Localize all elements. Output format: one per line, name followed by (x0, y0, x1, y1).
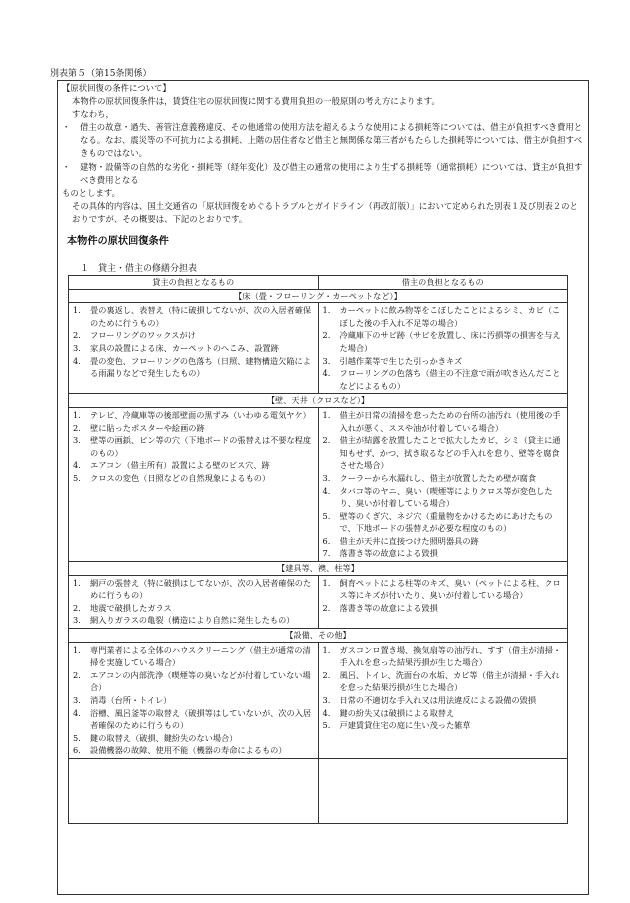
item-text: 畳の裏返し、表替え（特に破損してないが、次の入居者確保のために行うもの） (90, 305, 312, 328)
item-text: 消毒（台所・トイレ） (90, 695, 172, 705)
category-title: 【壁、天井（クロスなど）】 (69, 394, 568, 408)
burden-item (323, 329, 564, 354)
blank-cell (318, 758, 568, 823)
item-number: 4. (73, 355, 81, 366)
burden-item (73, 694, 314, 707)
intro-heading: 【原状回復の条件について】 (62, 83, 171, 93)
burden-item (323, 434, 564, 472)
burden-item (323, 510, 564, 535)
item-number: 6. (73, 745, 81, 756)
landlord-burden-cell (69, 642, 319, 758)
item-text: 地震で破損したガラス (90, 602, 172, 613)
item-number: 2. (322, 602, 331, 613)
item-number: 3. (73, 342, 81, 353)
item-text: 網戸の張替え（特に破損はしてないが、次の入居者確保のために行うもの） (90, 577, 312, 601)
table-blank-row (69, 758, 568, 823)
item-text: タバコ等のヤニ、臭い（喫煙等によりクロス等が変色したり、臭いが付着している場合） (339, 485, 553, 509)
item-number: 6. (322, 535, 331, 546)
item-number: 4. (73, 707, 81, 718)
item-text: テレビ、冷蔵庫等の後部壁面の黒ずみ（いわゆる電気ヤケ） (90, 409, 311, 420)
item-number: 1. (73, 409, 81, 420)
item-text: 壁に貼ったポスターや絵画の跡 (90, 422, 205, 433)
item-text: ガスコンロ置き場、換気扇等の油汚れ、すす（借主が清掃・手入れを怠った結果汚損が生じた場合） (339, 644, 562, 668)
burden-item (323, 304, 564, 329)
bullet-mark: ・ (62, 161, 71, 172)
item-number: 2. (322, 330, 331, 341)
item-number: 4. (322, 368, 331, 379)
item-text: エアコンの内部洗浄（喫煙等の臭いなどが付着していない場合） (90, 669, 311, 693)
item-number: 3. (322, 695, 331, 705)
burden-item (323, 602, 564, 615)
item-number: 1. (322, 577, 331, 588)
item-text: 畳の変色、フローリングの色落ち（日照、建物構造欠陥による雨漏りなどで発生したもの） (90, 355, 311, 379)
item-number: 2. (73, 330, 81, 341)
intro-paragraph-4: その具体的内容は、国土交通省の「原状回復をめぐるトラブルとガイドライン（再改訂版）」において定められた別表１及び別表２のとおりですが、その概要は、下記のとおりです。 (72, 200, 578, 224)
item-number: 1. (322, 644, 331, 655)
landlord-burden-cell (69, 407, 319, 561)
item-text: 借主が日常の清掃を怠ったための台所の油汚れ（使用後の手入れが悪く、ススや油が付着している場合） (339, 409, 561, 433)
burden-item (323, 367, 564, 392)
item-number: 5. (73, 732, 81, 743)
burden-item (73, 472, 314, 485)
item-text: 日常の不適切な手入れ又は用法違反による設備の毀損 (339, 695, 537, 705)
item-text: 浴槽、風呂釜等の取替え（破損等はしていないが、次の入居者確保のために行うもの） (90, 707, 312, 731)
burden-item-list (73, 644, 314, 757)
bullet-mark: ・ (62, 122, 71, 133)
item-number: 2. (322, 435, 331, 446)
category-items-row (69, 575, 568, 628)
item-number: 4. (322, 485, 331, 496)
burden-item (323, 694, 564, 707)
section-title: 本物件の原状回復条件 (67, 235, 169, 247)
intro-paragraph-2: すなわち， (72, 109, 114, 120)
category-title: 【設備、その他】 (69, 629, 568, 643)
burden-item (73, 409, 314, 422)
item-text: 網入りガラスの亀裂（構造により自然に発生したもの） (90, 615, 295, 626)
burden-item (73, 577, 314, 602)
burden-item (323, 644, 564, 669)
item-number: 1. (322, 409, 331, 420)
landlord-burden-cell (69, 303, 319, 394)
item-text: カーペットに飲み物等をこぼしたことによるシミ、カビ（こぼした後の手入れ不足等の場合） (339, 305, 561, 328)
item-text: 風呂、トイレ、洗面台の水垢、カビ等（借主が清掃・手入れを怠った結果汚損が生じた場合） (339, 669, 560, 693)
item-number: 1. (73, 577, 81, 588)
burden-item (73, 707, 314, 732)
item-number: 7. (322, 548, 331, 559)
item-number: 1. (322, 305, 331, 316)
table-title: １ 貸主・借主の修繕分担表 (80, 264, 198, 274)
item-number: 2. (73, 669, 81, 680)
burden-item (73, 669, 314, 694)
intro-bullet (62, 121, 584, 160)
item-number: 1. (73, 305, 81, 316)
item-text: 壁等のくぎ穴、ネジ穴（重量物をかけるためにあけたもので、下地ボードの張替えが必要な程度のもの） (339, 510, 553, 534)
item-text: 鍵の取替え（破損、鍵紛失のない場合） (90, 732, 238, 743)
burden-item-list (73, 409, 314, 485)
burden-item (73, 329, 314, 342)
item-number: 5. (322, 510, 331, 521)
burden-item-list (323, 304, 564, 392)
item-text: 鍵の紛失又は破損による取替え (339, 707, 455, 718)
burden-item-list (323, 409, 564, 560)
burden-item (323, 535, 564, 548)
burden-item (323, 409, 564, 434)
item-text: 借主が天井に直接つけた照明器具の跡 (339, 535, 479, 546)
item-text: 引越作業等で生じた引っかきキズ (339, 355, 463, 366)
item-number: 5. (322, 720, 331, 731)
item-text: 落書き等の故意による毀損 (339, 602, 438, 613)
item-number: 4. (73, 460, 81, 471)
intro-paragraph-3: ものとします。 (62, 187, 120, 198)
burden-item (73, 304, 314, 329)
item-text: 落書き等の故意による毀損 (339, 548, 438, 559)
item-text: 冷蔵庫下のサビ跡（サビを放置し、床に汚損等の損害を与えた場合） (339, 330, 561, 353)
item-number: 5. (73, 472, 81, 483)
burden-item (323, 707, 564, 720)
item-number: 3. (73, 615, 81, 626)
burden-item (73, 459, 314, 472)
item-number: 3. (73, 435, 81, 446)
table-header-row (69, 276, 568, 290)
burden-item (323, 577, 564, 602)
burden-item-list (73, 577, 314, 627)
burden-item (73, 644, 314, 669)
item-text: エアコン（借主所有）設置による壁のビス穴、跡 (90, 460, 270, 471)
burden-item (73, 602, 314, 615)
tenant-burden-cell (318, 407, 568, 561)
tenant-burden-cell (318, 303, 568, 394)
item-number: 3. (73, 695, 81, 705)
item-text: 壁等の画鋲、ピン等の穴（下地ボードの張替えは不要な程度のもの） (90, 435, 312, 458)
burden-item (73, 422, 314, 435)
burden-item-list (73, 304, 314, 380)
intro-paragraph-1: 本物件の原状回復条件は，賃貸住宅の原状回復に関する費用負担の一般原則の考え方によります。 (72, 96, 440, 107)
burden-item-list (323, 644, 564, 732)
landlord-burden-cell (69, 575, 319, 628)
item-text: 家具の設置による床、カーペットのへこみ、設置跡 (90, 342, 279, 353)
category-items-row (69, 407, 568, 561)
bullet-text: 借主の故意・過失、善管注意義務違反、その他通常の使用方法を超えるような使用による損耗等については、借主が負担すべき費用となる。なお、震災等の不可抗力による損耗、上階の居住者など借主と無関係な第三者がもたらした損耗等については、借主が負担すべきものではない。 (80, 122, 583, 159)
blank-cell (69, 758, 319, 823)
category-header-row (69, 289, 568, 303)
category-title: 【建具等、襖、柱等】 (69, 562, 568, 576)
item-text: フローリングのワックスがけ (90, 330, 196, 341)
item-number: 3. (322, 472, 331, 483)
item-text: クーラーから水漏れし、借主が放置したため壁が腐食 (339, 472, 537, 483)
tenant-column-header: 借主の負担となるもの (318, 276, 568, 290)
category-header-row (69, 562, 568, 576)
burden-item-list (323, 577, 564, 615)
intro-bullet (62, 161, 584, 187)
landlord-column-header: 貸主の負担となるもの (69, 276, 319, 290)
item-number: 4. (322, 707, 331, 718)
burden-item (73, 355, 314, 380)
bullet-text: 建物・設備等の自然的な劣化・損耗等（経年変化）及び借主の通常の使用により生ずる損耗等（通常損耗）については、貸主が負担すべき費用となる (80, 161, 583, 185)
burden-item (323, 355, 564, 368)
tenant-burden-cell (318, 642, 568, 758)
item-number: 2. (322, 669, 331, 680)
burden-item (323, 719, 564, 732)
burden-item (323, 472, 564, 485)
burden-item (323, 547, 564, 560)
category-items-row (69, 642, 568, 758)
burden-item (73, 434, 314, 459)
burden-item (73, 342, 314, 355)
burden-item (323, 485, 564, 510)
burden-item (73, 732, 314, 745)
category-items-row (69, 303, 568, 394)
item-text: 専門業者による全体のハウスクリーニング（借主が通常の清掃を実施している場合） (90, 644, 311, 668)
item-number: 1. (73, 644, 81, 655)
category-title: 【床（畳・フローリング・カーペットなど）】 (69, 289, 568, 303)
restoration-conditions-intro (62, 82, 584, 226)
item-number: 2. (73, 422, 81, 433)
item-number: 3. (322, 355, 331, 366)
item-text: クロスの変色（日照などの自然現象によるもの） (90, 472, 271, 483)
item-text: 飼育ペットによる柱等のキズ、臭い（ペットによる柱、クロス等にキズが付いたり、臭いが付着している場合） (339, 577, 561, 601)
category-header-row (69, 629, 568, 643)
repair-allocation-table (68, 275, 568, 824)
burden-item (73, 614, 314, 627)
tenant-burden-cell (318, 575, 568, 628)
burden-item (323, 669, 564, 694)
category-rows (69, 289, 568, 758)
item-text: 設備機器の故障、使用不能（機器の寿命によるもの） (90, 745, 287, 756)
item-text: 借主が結露を放置したことで拡大したカビ、シミ（貸主に通知もせず、かつ、拭き取るなどの手入れを怠り、壁等を腐食させた場合） (339, 435, 561, 471)
category-header-row (69, 394, 568, 408)
item-text: 戸建賃貸住宅の庭に生い茂った雑草 (339, 720, 471, 731)
item-number: 2. (73, 602, 81, 613)
document-header: 別表第５（第15条関係） (50, 69, 152, 79)
burden-item (73, 744, 314, 757)
item-text: フローリングの色落ち（借主の不注意で雨が吹き込んだことなどによるもの） (339, 368, 561, 391)
